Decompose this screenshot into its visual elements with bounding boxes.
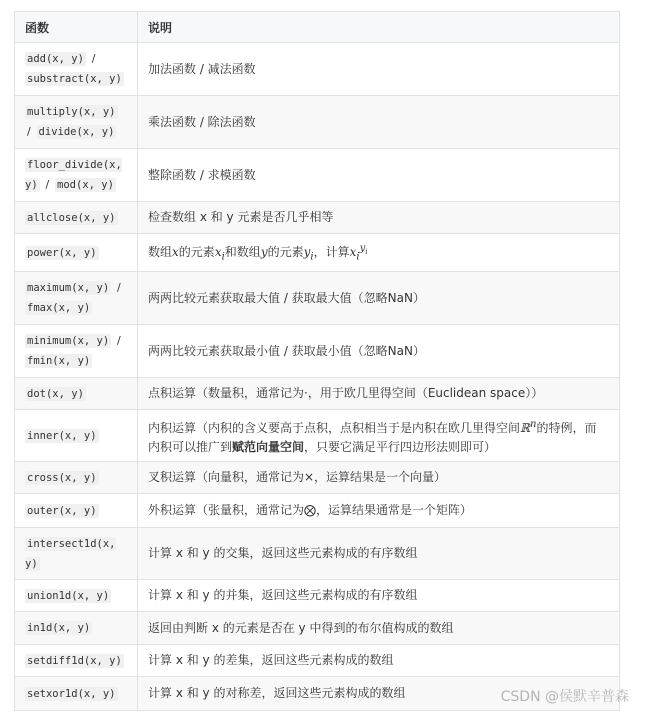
- table-row: [15, 234, 620, 272]
- function-cell: [15, 462, 138, 494]
- function-cell: minimum(x, y) / fmin(x, y): [15, 325, 138, 378]
- function-code: setxor1d(x, y): [27, 687, 116, 700]
- function-cell: [15, 410, 138, 462]
- table-row: [15, 612, 620, 645]
- math-xi: $x_i$: [214, 244, 225, 263]
- function-code: inner(x, y): [27, 429, 97, 442]
- desc-text: 数组: [148, 244, 173, 259]
- description-cell: [138, 234, 620, 272]
- function-cell: [15, 494, 138, 528]
- description-cell: 叉积运算（向量积，通常记为×，运算结果是一个向量）: [138, 462, 620, 494]
- function-code: dot(x, y): [27, 387, 84, 400]
- table-row: [15, 494, 620, 528]
- description-cell: 计算 x 和 y 的差集，返回这些元素构成的数组: [138, 645, 620, 677]
- watermark: CSDN @侯默辛普森: [500, 689, 629, 705]
- function-cell: [15, 612, 138, 645]
- function-cell: [15, 580, 138, 612]
- description-cell: 两两比较元素获取最小值 / 获取最小值（忽略NaN）: [138, 325, 620, 378]
- function-code: minimum(x, y): [27, 335, 110, 347]
- table-row: [15, 149, 620, 202]
- function-code: substract(x, y): [27, 73, 122, 85]
- header-function: 函数: [15, 12, 138, 43]
- desc-text: 的元素: [267, 244, 304, 259]
- function-code: fmin(x, y): [27, 355, 91, 367]
- function-cell: [15, 378, 138, 410]
- function-cell: [15, 234, 138, 272]
- function-cell: maximum(x, y) / fmax(x, y): [15, 272, 138, 325]
- function-table: [14, 11, 620, 711]
- function-cell: add(x, y) / substract(x, y): [15, 43, 138, 96]
- desc-text: 的元素: [178, 244, 215, 259]
- header-description: 说明: [138, 12, 620, 43]
- table-row: [15, 528, 620, 580]
- description-cell: 乘法函数 / 除法函数: [138, 96, 620, 149]
- function-cell: [15, 528, 138, 580]
- desc-text: 和数组: [224, 244, 261, 259]
- function-cell: [15, 202, 138, 234]
- function-code: divide(x, y): [38, 126, 115, 138]
- description-cell: 点积运算（数量积，通常记为·，用于欧几里得空间（Euclidean space））: [138, 378, 620, 410]
- table-row: [15, 325, 620, 378]
- function-code: cross(x, y): [27, 471, 97, 484]
- function-code: union1d(x, y): [27, 589, 110, 602]
- table-row: [15, 43, 620, 96]
- description-cell: 计算 x 和 y 的并集，返回这些元素构成的有序数组: [138, 580, 620, 612]
- table-row: [15, 202, 620, 234]
- function-code: intersect1d(x, y): [25, 537, 116, 570]
- description-cell: 整除函数 / 求模函数: [138, 149, 620, 202]
- description-cell: 检查数组 x 和 y 元素是否几乎相等: [138, 202, 620, 234]
- function-code: allclose(x, y): [27, 211, 116, 224]
- description-cell: [138, 410, 620, 462]
- table-row: [15, 378, 620, 410]
- function-code: outer(x, y): [27, 504, 97, 517]
- desc-text: 内积可以推广到: [148, 439, 233, 454]
- table-row: [15, 96, 620, 149]
- table-row: [15, 410, 620, 462]
- function-code: multiply(x, y): [27, 106, 116, 118]
- description-cell: 返回由判断 x 的元素是否在 y 中得到的布尔值构成的数组: [138, 612, 620, 645]
- table-row: [15, 645, 620, 677]
- table-header-row: [15, 12, 620, 43]
- math-power: $x_i^{y_i}$: [349, 242, 368, 263]
- desc-bold-term: 赋范向量空间: [232, 439, 305, 454]
- function-code: floor_divide(x, y): [25, 159, 122, 191]
- function-code: add(x, y): [27, 53, 84, 65]
- table-row: [15, 462, 620, 494]
- function-code: mod(x, y): [57, 179, 114, 191]
- table-row: [15, 272, 620, 325]
- description-cell: 计算 x 和 y 的对称差，返回这些元素构成的数组: [138, 677, 620, 711]
- math-y: y: [260, 244, 268, 259]
- description-cell: 外积运算（张量积，通常记为⨂，运算结果通常是一个矩阵）: [138, 494, 620, 528]
- function-code: in1d(x, y): [27, 622, 91, 634]
- description-cell: 计算 x 和 y 的交集，返回这些元素构成的有序数组: [138, 528, 620, 580]
- function-code: maximum(x, y): [27, 282, 110, 294]
- function-cell: floor_divide(x, y) / mod(x, y): [15, 149, 138, 202]
- function-code: power(x, y): [27, 246, 97, 259]
- math-yi: $y_i$: [303, 244, 314, 263]
- description-cell: 两两比较元素获取最大值 / 获取最大值（忽略NaN）: [138, 272, 620, 325]
- desc-text: ，计算: [313, 244, 350, 259]
- function-cell: [15, 645, 138, 677]
- desc-text: 的特例，而: [536, 420, 597, 435]
- math-real-space: ℝ$^n$: [520, 418, 537, 435]
- math-x: x: [172, 244, 179, 259]
- function-cell: multiply(x, y) / divide(x, y): [15, 96, 138, 149]
- function-code: setdiff1d(x, y): [27, 654, 122, 667]
- table-row: [15, 580, 620, 612]
- description-cell: 加法函数 / 减法函数: [138, 43, 620, 96]
- desc-text: ，只要它满足平行四边形法则即可）: [304, 439, 497, 454]
- function-cell: [15, 677, 138, 711]
- desc-text: 内积运算（内积的含义要高于点积，点积相当于是内积在欧几里得空间: [148, 420, 521, 435]
- function-code: fmax(x, y): [27, 302, 91, 314]
